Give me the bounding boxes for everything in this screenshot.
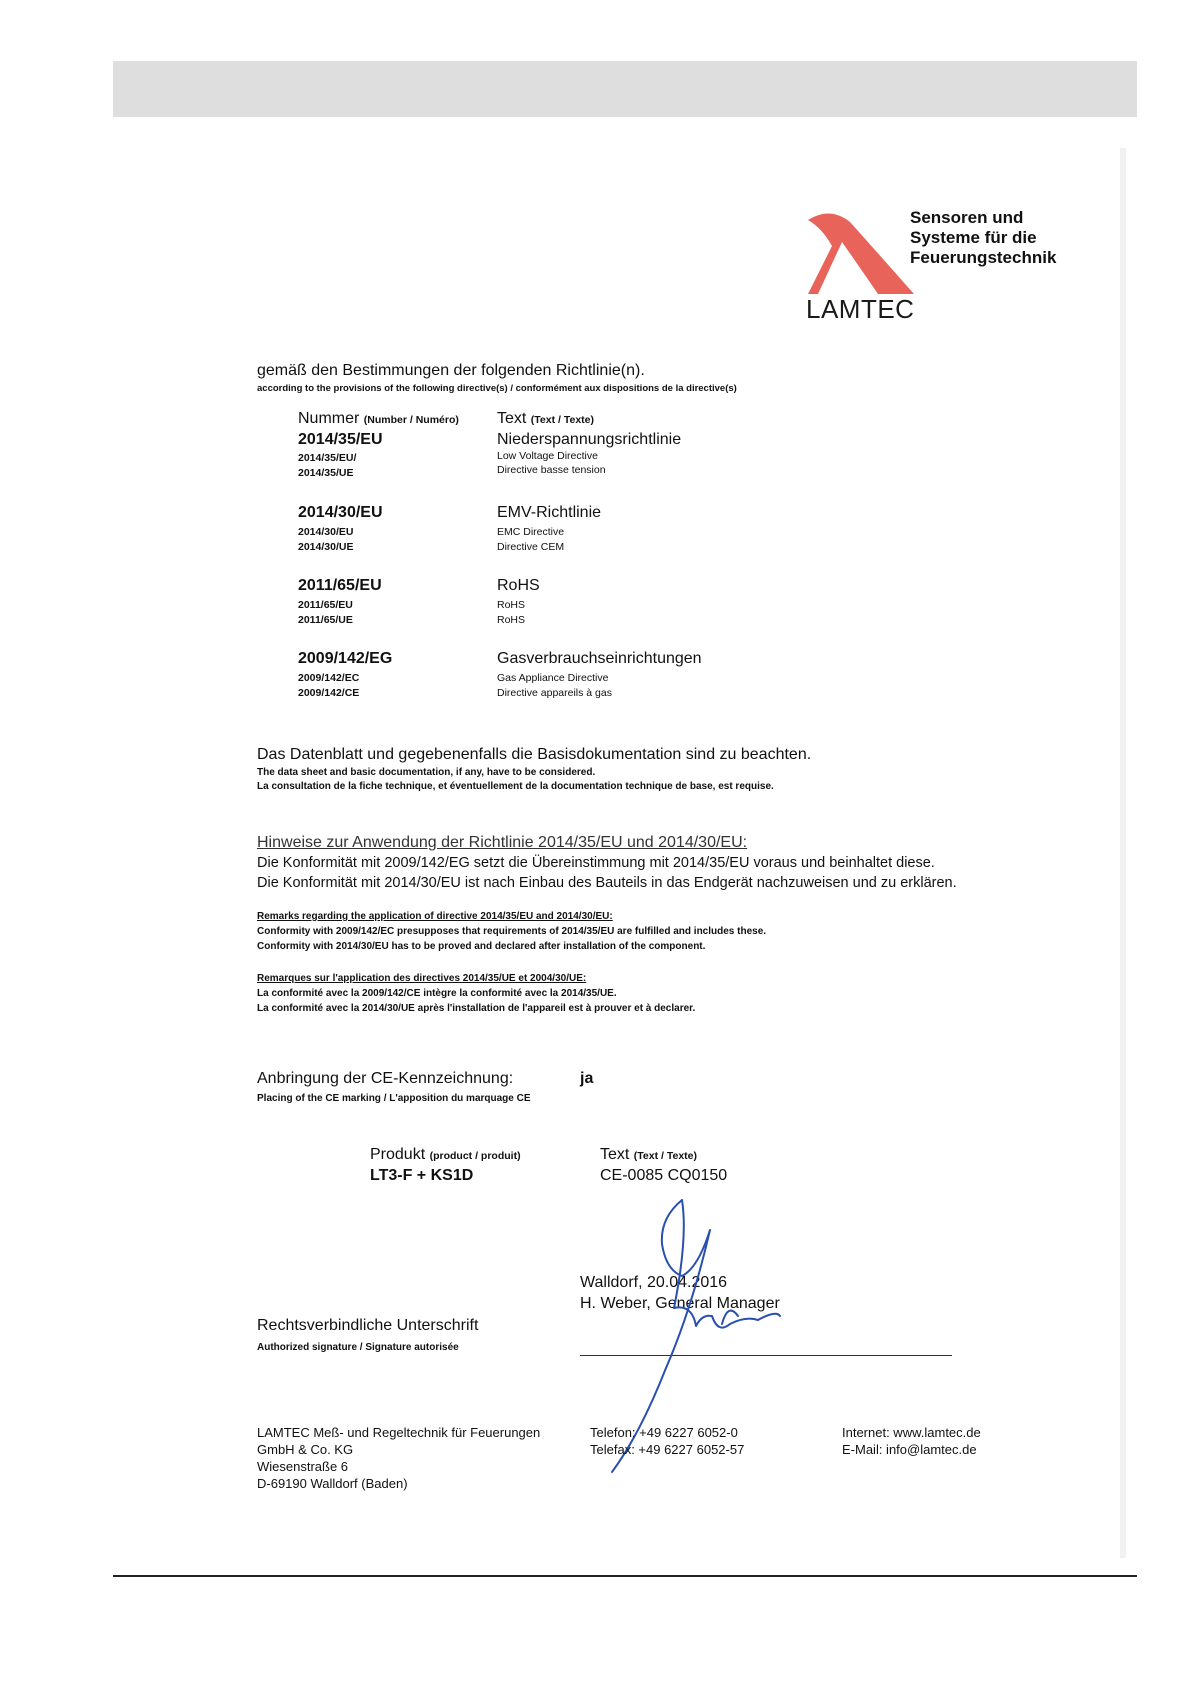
directive-number-en: 2011/65/EU [298,599,353,611]
directive-number-en: 2014/35/EU/ [298,452,357,464]
fax-line: Telefax: +49 6227 6052-57 [590,1442,745,1457]
directive-number-en: 2009/142/EC [298,672,360,684]
directive-number: 2014/35/EU [298,431,383,448]
ce-marking-value: ja [580,1070,594,1087]
text-label: Text [497,410,527,427]
website-link[interactable]: Internet: www.lamtec.de [842,1425,981,1440]
directive-text: RoHS [497,577,540,594]
company-tagline [910,208,1110,268]
number-label: Nummer [298,410,360,427]
directive-number: 2011/65/EU [298,577,382,594]
address-line: LAMTEC Meß- und Regeltechnik für Feuerungen [257,1425,541,1440]
notes-line-en: Conformity with 2014/30/EU has to be proved and declared after installation of the component. [257,941,706,952]
address-line: Wiesenstraße 6 [257,1459,349,1474]
datasheet-note-de: Das Datenblatt und gegebenenfalls die Basisdokumentation sind zu beachten. [257,746,812,763]
notes-line-fr: La conformité avec la 2009/142/CE intègre la conformité avec la 2014/35/UE. [257,988,617,999]
directive-text-en: Low Voltage Directive [497,450,598,462]
product-text-sub-label: (Text / Texte) [633,1150,698,1162]
text-sub-label: (Text / Texte) [530,414,595,426]
scan-edge [1120,148,1126,1558]
signature-title: Rechtsverbindliche Unterschrift [257,1317,479,1334]
notes-line-de: Die Konformität mit 2014/30/EU ist nach Einbau des Bauteils in das Endgerät nachzuweisen und zu erklären. [257,875,957,891]
notes-line-en: Conformity with 2009/142/EC presupposes that requirements of 2014/35/EU are fulfilled and includes these. [257,926,767,937]
lamtec-logo-icon [808,212,914,294]
tagline-line: Feuerungstechnik [910,248,1057,267]
header-bar [113,61,1137,117]
product-value: LT3-F + KS1D [370,1167,474,1184]
directive-number-fr: 2014/30/UE [298,541,354,553]
ce-marking-label: Anbringung der CE-Kennzeichnung: [257,1070,514,1087]
intro-de: gemäß den Bestimmungen der folgenden Richtlinie(n). [257,362,645,379]
directive-text-en: RoHS [497,599,526,611]
directive-text-fr: Directive basse tension [497,464,606,476]
footer-address [257,1424,540,1492]
footer-web [842,1424,981,1458]
notes-line-fr: La conformité avec la 2014/30/UE après l'installation de l'appareil est à prouver et à declarer. [257,1003,696,1014]
directive-text: Gasverbrauchseinrichtungen [497,650,702,667]
footer-rule [113,1575,1137,1577]
brand-name: LAMTEC [806,294,915,324]
signature-place-date: Walldorf, 20.04.2016 [580,1274,728,1291]
number-sub-label: (Number / Numéro) [363,414,459,426]
product-text-header [600,1146,697,1164]
text-column-header [497,410,594,428]
notes-title-fr: Remarques sur l'application des directives 2014/35/UE et 2004/30/UE: [257,973,587,984]
tagline-line: Sensoren und [910,208,1024,227]
notes-title-de: Hinweise zur Anwendung der Richtlinie 2014/35/EU und 2014/30/EU: [257,834,748,851]
directive-text-en: Gas Appliance Directive [497,672,609,684]
directive-text: EMV-Richtlinie [497,504,602,521]
tagline-line: Systeme für die [910,228,1037,247]
notes-line-de: Die Konformität mit 2009/142/EG setzt die Übereinstimmung mit 2014/35/EU voraus und beinhaltet diese. [257,855,935,871]
address-line: GmbH & Co. KG [257,1442,354,1457]
product-certificate: CE-0085 CQ0150 [600,1167,728,1184]
address-line: D-69190 Walldorf (Baden) [257,1476,408,1491]
directive-text-en: EMC Directive [497,526,565,538]
phone-line: Telefon: +49 6227 6052-0 [590,1425,738,1440]
intro-multilingual: according to the provisions of the following directive(s) / conformément aux dispositions de la directive(s) [257,383,737,394]
directive-number-fr: 2009/142/CE [298,687,360,699]
directive-text-fr: Directive CEM [497,541,565,553]
footer-phone [590,1424,744,1458]
signature-sub: Authorized signature / Signature autorisée [257,1342,459,1353]
number-column-header [298,410,459,428]
directive-text-fr: RoHS [497,614,526,626]
datasheet-note-fr: La consultation de la fiche technique, et éventuellement de la documentation technique de base, est requise. [257,781,774,792]
directive-number-en: 2014/30/EU [298,526,354,538]
product-text-label: Text [600,1146,630,1163]
email-link[interactable]: E-Mail: info@lamtec.de [842,1442,977,1457]
directive-number-fr: 2011/65/UE [298,614,353,626]
signature-signer: H. Weber, General Manager [580,1295,780,1312]
directive-text: Niederspannungsrichtlinie [497,431,682,448]
product-sub-label: (product / produit) [429,1150,521,1162]
ce-marking-sub: Placing of the CE marking / L'apposition du marquage CE [257,1093,531,1104]
notes-title-en: Remarks regarding the application of directive 2014/35/EU and 2014/30/EU: [257,911,613,922]
datasheet-note-en: The data sheet and basic documentation, if any, have to be considered. [257,767,596,778]
directive-number-fr: 2014/35/UE [298,467,354,479]
directive-number: 2014/30/EU [298,504,383,521]
directive-text-fr: Directive appareils à gas [497,687,612,699]
product-header [370,1146,521,1164]
directive-number: 2009/142/EG [298,650,393,667]
product-label: Produkt [370,1146,426,1163]
